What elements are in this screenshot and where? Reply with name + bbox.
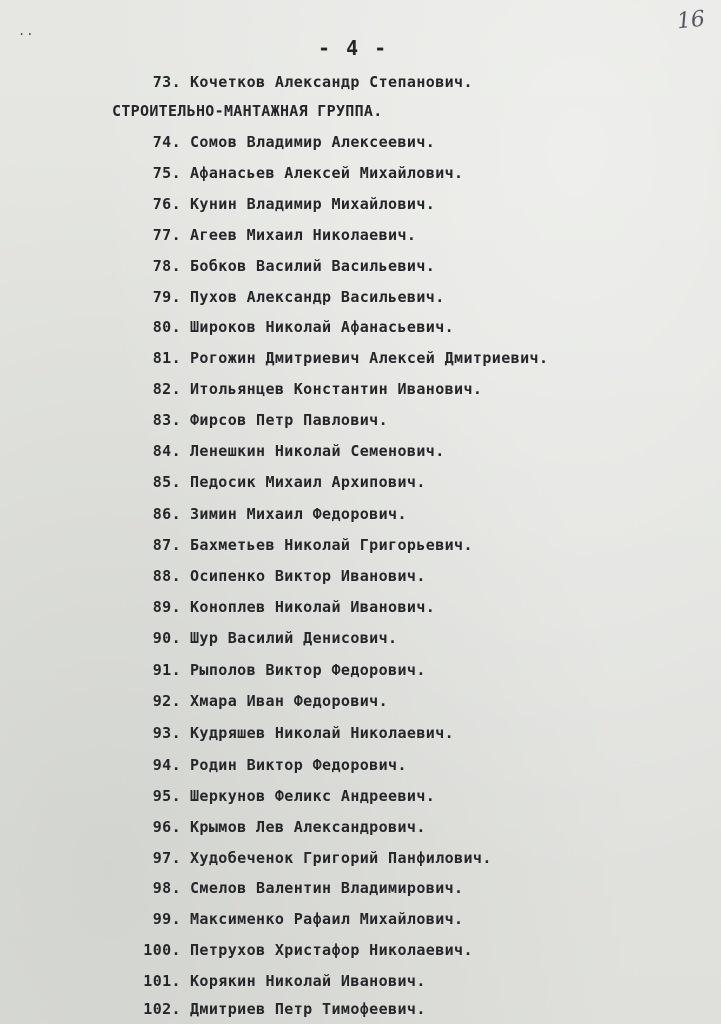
entry-name: Шеркунов Феликс Андреевич. bbox=[190, 787, 436, 805]
list-item bbox=[0, 318, 721, 342]
corner-mark: .. bbox=[18, 24, 35, 38]
entry-name: Кочетков Александр Степанович. bbox=[190, 73, 473, 91]
entry-name: Коноплев Николай Иванович. bbox=[190, 598, 436, 616]
entry-number: 77. bbox=[152, 226, 181, 244]
entry-number: 99. bbox=[152, 910, 181, 928]
entry-number: 97. bbox=[152, 849, 181, 867]
list-item bbox=[0, 567, 721, 591]
entry-number: 85. bbox=[152, 473, 181, 491]
page-number: - 4 - bbox=[318, 36, 389, 60]
list-item bbox=[0, 288, 721, 312]
list-item bbox=[0, 910, 721, 934]
list-item bbox=[0, 380, 721, 404]
entry-number: 87. bbox=[152, 536, 181, 554]
entry-number: 84. bbox=[152, 442, 181, 460]
entry-number: 96. bbox=[152, 818, 181, 836]
entry-name: Сомов Владимир Алексеевич. bbox=[190, 133, 436, 151]
entry-name: Дмитриев Петр Тимофеевич. bbox=[190, 1000, 426, 1018]
list-item bbox=[0, 473, 721, 497]
entry-number: 80. bbox=[152, 318, 181, 336]
list-item bbox=[0, 724, 721, 748]
entry-name: Петрухов Христафор Николаевич. bbox=[190, 941, 473, 959]
entry-name: Осипенко Виктор Иванович. bbox=[190, 567, 426, 585]
list-item bbox=[0, 133, 721, 157]
list-item bbox=[0, 505, 721, 529]
entry-number: 94. bbox=[152, 756, 181, 774]
entry-name: Фирсов Петр Павлович. bbox=[190, 411, 389, 429]
list-item bbox=[0, 73, 721, 97]
entry-name: Рогожин Дмитриевич Алексей Дмитриевич. bbox=[190, 349, 549, 367]
list-item bbox=[0, 1000, 721, 1024]
list-item bbox=[0, 226, 721, 250]
list-item bbox=[0, 787, 721, 811]
list-item bbox=[0, 941, 721, 965]
entry-number: 82. bbox=[152, 380, 181, 398]
list-item bbox=[0, 442, 721, 466]
entry-number: 73. bbox=[152, 73, 181, 91]
list-item bbox=[0, 349, 721, 373]
list-item bbox=[0, 411, 721, 435]
entry-number: 79. bbox=[152, 288, 181, 306]
entry-name: Смелов Валентин Владимирович. bbox=[190, 879, 464, 897]
list-item bbox=[0, 849, 721, 873]
list-item bbox=[0, 164, 721, 188]
entry-name: Широков Николай Афанасьевич. bbox=[190, 318, 455, 336]
list-item bbox=[0, 195, 721, 219]
entry-name: Кунин Владимир Михайлович. bbox=[190, 195, 436, 213]
list-item bbox=[0, 629, 721, 653]
sheet-number: 16 bbox=[675, 6, 707, 35]
entry-number: 74. bbox=[152, 133, 181, 151]
entry-number: 92. bbox=[152, 692, 181, 710]
entry-number: 88. bbox=[152, 567, 181, 585]
entry-name: Крымов Лев Александрович. bbox=[190, 818, 426, 836]
entry-number: 78. bbox=[152, 257, 181, 275]
entry-number: 83. bbox=[152, 411, 181, 429]
entry-name: Бахметьев Николай Григорьевич. bbox=[190, 536, 473, 554]
entry-name: Шур Василий Денисович. bbox=[190, 629, 398, 647]
entry-name: Кудряшев Николай Николаевич. bbox=[190, 724, 455, 742]
list-item bbox=[0, 692, 721, 716]
entry-number: 90. bbox=[152, 629, 181, 647]
entry-name: Пухов Александр Васильевич. bbox=[190, 288, 445, 306]
entry-number: 81. bbox=[152, 349, 181, 367]
entry-number: 93. bbox=[152, 724, 181, 742]
list-item bbox=[0, 972, 721, 996]
entry-name: Родин Виктор Федорович. bbox=[190, 756, 407, 774]
entry-name: Педосик Михаил Архипович. bbox=[190, 473, 426, 491]
entry-name: Рыполов Виктор Федорович. bbox=[190, 661, 426, 679]
entry-name: Хмара Иван Федорович. bbox=[190, 692, 389, 710]
entry-name: Худобеченок Григорий Панфилович. bbox=[190, 849, 492, 867]
entry-name: Зимин Михаил Федорович. bbox=[190, 505, 407, 523]
list-item bbox=[0, 257, 721, 281]
section-heading: СТРОИТЕЛЬНО-МАНТАЖНАЯ ГРУППА. bbox=[112, 102, 383, 120]
entry-name: Агеев Михаил Николаевич. bbox=[190, 226, 417, 244]
entry-number: 98. bbox=[152, 879, 181, 897]
entry-name: Итольянцев Константин Иванович. bbox=[190, 380, 483, 398]
entry-number: 102. bbox=[143, 1000, 181, 1018]
entry-number: 89. bbox=[152, 598, 181, 616]
list-item bbox=[0, 756, 721, 780]
entry-number: 101. bbox=[143, 972, 181, 990]
entry-name: Максименко Рафаил Михайлович. bbox=[190, 910, 464, 928]
list-item bbox=[0, 661, 721, 685]
entry-name: Корякин Николай Иванович. bbox=[190, 972, 426, 990]
entry-number: 91. bbox=[152, 661, 181, 679]
entry-name: Бобков Василий Васильевич. bbox=[190, 257, 436, 275]
list-item bbox=[0, 818, 721, 842]
list-item bbox=[0, 879, 721, 903]
entry-name: Ленешкин Николай Семенович. bbox=[190, 442, 445, 460]
list-item bbox=[0, 536, 721, 560]
entry-number: 100. bbox=[143, 941, 181, 959]
entry-number: 75. bbox=[152, 164, 181, 182]
entry-number: 95. bbox=[152, 787, 181, 805]
entry-number: 76. bbox=[152, 195, 181, 213]
entry-name: Афанасьев Алексей Михайлович. bbox=[190, 164, 464, 182]
list-item bbox=[0, 598, 721, 622]
entry-number: 86. bbox=[152, 505, 181, 523]
